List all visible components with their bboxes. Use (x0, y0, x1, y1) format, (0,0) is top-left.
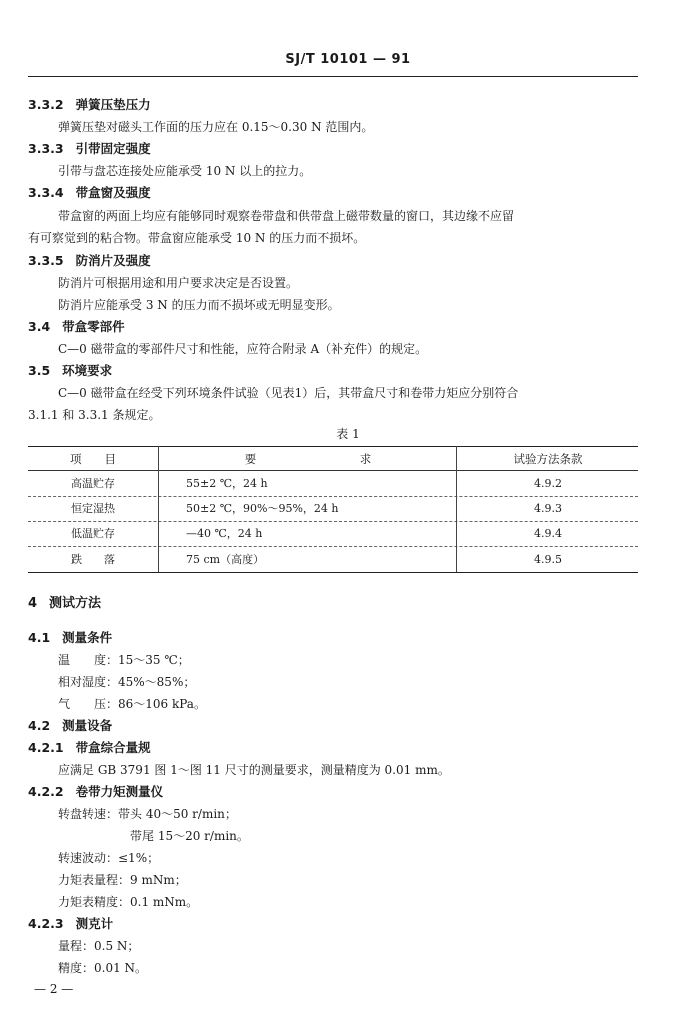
table-cell-requirement: 55±2 ℃，24 h (186, 477, 268, 490)
section-title: 测试方法 (49, 596, 102, 611)
table-cell-item: 高温贮存 (71, 477, 115, 490)
section-number: 3.5 (28, 363, 51, 378)
condition-pressure: 气 压：86～106 kPa。 (58, 697, 206, 711)
section-title: 带盒综合量规 (75, 740, 151, 755)
table-cell-method: 4.9.2 (534, 477, 562, 490)
table-cell-requirement: —40 ℃，24 h (186, 527, 263, 540)
table-cell-requirement: 50±2 ℃，90%～95%，24 h (186, 502, 339, 515)
section-4-1-heading (28, 630, 112, 646)
spec-torque-range: 力矩表量程：9 mNm； (58, 873, 187, 887)
table-cell-item: 恒定湿热 (71, 502, 115, 515)
paragraph-3-3-5-line2: 防消片应能承受 3 N 的压力而不损坏或无明显变形。 (58, 298, 340, 312)
paragraph-3-3-5-line1: 防消片可根据用途和用户要求决定是否设置。 (58, 276, 299, 290)
table-row-rule (28, 496, 638, 497)
table-row-rule (28, 521, 638, 522)
spec-gram-accuracy: 精度：0.01 N。 (58, 961, 148, 975)
section-title: 测量设备 (62, 718, 113, 733)
page-number: — 2 — (34, 982, 74, 996)
condition-humidity: 相对湿度：45%～85%； (58, 675, 196, 689)
spec-spindle-speed-tail: 带尾 15～20 r/min。 (130, 829, 249, 843)
section-number: 3.3.3 (28, 141, 64, 156)
section-3-3-5-heading (28, 253, 151, 269)
table-header-rule (28, 470, 638, 471)
table-cell-method: 4.9.5 (534, 553, 562, 566)
section-3-3-4-heading (28, 185, 151, 201)
section-number: 3.4 (28, 319, 51, 334)
spec-speed-fluctuation: 转速波动：≤1%； (58, 851, 160, 865)
table-bottom-rule (28, 572, 638, 573)
section-number: 4.2 (28, 718, 51, 733)
section-4-heading (28, 596, 101, 612)
table-cell-item: 跌 落 (71, 553, 115, 566)
paragraph-3-4: C—0 磁带盒的零部件尺寸和性能，应符合附录 A（补充件）的规定。 (58, 342, 428, 356)
section-title: 带盒零部件 (62, 319, 125, 334)
table-header-item: 项 目 (70, 452, 116, 466)
table-cell-requirement: 75 cm（高度） (186, 553, 265, 566)
section-number: 3.3.2 (28, 97, 64, 112)
section-title: 环境要求 (62, 363, 113, 378)
table-caption: 表 1 (336, 427, 360, 441)
section-3-3-2-heading (28, 97, 151, 113)
section-title: 弹簧压垫压力 (75, 97, 151, 112)
table-top-rule (28, 446, 638, 447)
table-column-divider (158, 446, 159, 572)
section-number: 3.3.4 (28, 185, 64, 200)
section-title: 引带固定强度 (75, 141, 151, 156)
section-3-4-heading (28, 319, 125, 335)
section-number: 4.2.3 (28, 916, 64, 931)
section-number: 4.1 (28, 630, 51, 645)
paragraph-3-3-4-line1: 带盒窗的两面上均应有能够同时观察卷带盘和供带盘上磁带数量的窗口，其边缘不应留 (58, 209, 515, 223)
paragraph-4-2-1: 应满足 GB 3791 图 1～图 11 尺寸的测量要求，测量精度为 0.01 mm。 (58, 763, 450, 777)
paragraph-3-5-line1: C—0 磁带盒在经受下列环境条件试验（见表1）后，其带盒尺寸和卷带力矩应分别符合 (58, 386, 519, 400)
section-title: 卷带力矩测量仪 (75, 784, 164, 799)
spec-torque-accuracy: 力矩表精度：0.1 mNm。 (58, 895, 199, 909)
section-4-2-heading (28, 718, 112, 734)
section-number: 4 (28, 596, 38, 611)
section-4-2-3-heading (28, 916, 113, 932)
section-4-2-2-heading (28, 784, 163, 800)
paragraph-3-5-line2: 3.1.1 和 3.3.1 条规定。 (28, 408, 161, 422)
table-row-rule (28, 546, 638, 547)
section-number: 4.2.2 (28, 784, 64, 799)
paragraph-3-3-4-line2: 有可察觉到的粘合物。带盒窗应能承受 10 N 的压力而不损坏。 (28, 231, 366, 245)
section-title: 防消片及强度 (75, 253, 151, 268)
spec-gram-range: 量程：0.5 N； (58, 939, 140, 953)
section-3-3-3-heading (28, 141, 151, 157)
table-cell-item: 低温贮存 (71, 527, 115, 540)
paragraph-3-3-2: 弹簧压垫对磁头工作面的压力应在 0.15～0.30 N 范围内。 (58, 120, 374, 134)
section-title: 测量条件 (62, 630, 113, 645)
section-title: 带盒窗及强度 (75, 185, 151, 200)
condition-temperature: 温 度：15～35 ℃； (58, 653, 190, 667)
table-header-method: 试验方法条款 (513, 452, 583, 466)
section-number: 4.2.1 (28, 740, 64, 755)
section-number: 3.3.5 (28, 253, 64, 268)
paragraph-3-3-3: 引带与盘芯连接处应能承受 10 N 以上的拉力。 (58, 164, 312, 178)
section-3-5-heading (28, 363, 112, 379)
table-column-divider (456, 446, 457, 572)
table-header-requirement: 要 求 (244, 452, 372, 466)
section-4-2-1-heading (28, 740, 151, 756)
table-cell-method: 4.9.4 (534, 527, 562, 540)
spec-spindle-speed-head: 转盘转速：带头 40～50 r/min； (58, 807, 237, 821)
section-title: 测克计 (75, 916, 114, 931)
standard-number-header: SJ/T 10101 — 91 (285, 52, 411, 67)
table-cell-method: 4.9.3 (534, 502, 562, 515)
header-rule (28, 76, 638, 77)
